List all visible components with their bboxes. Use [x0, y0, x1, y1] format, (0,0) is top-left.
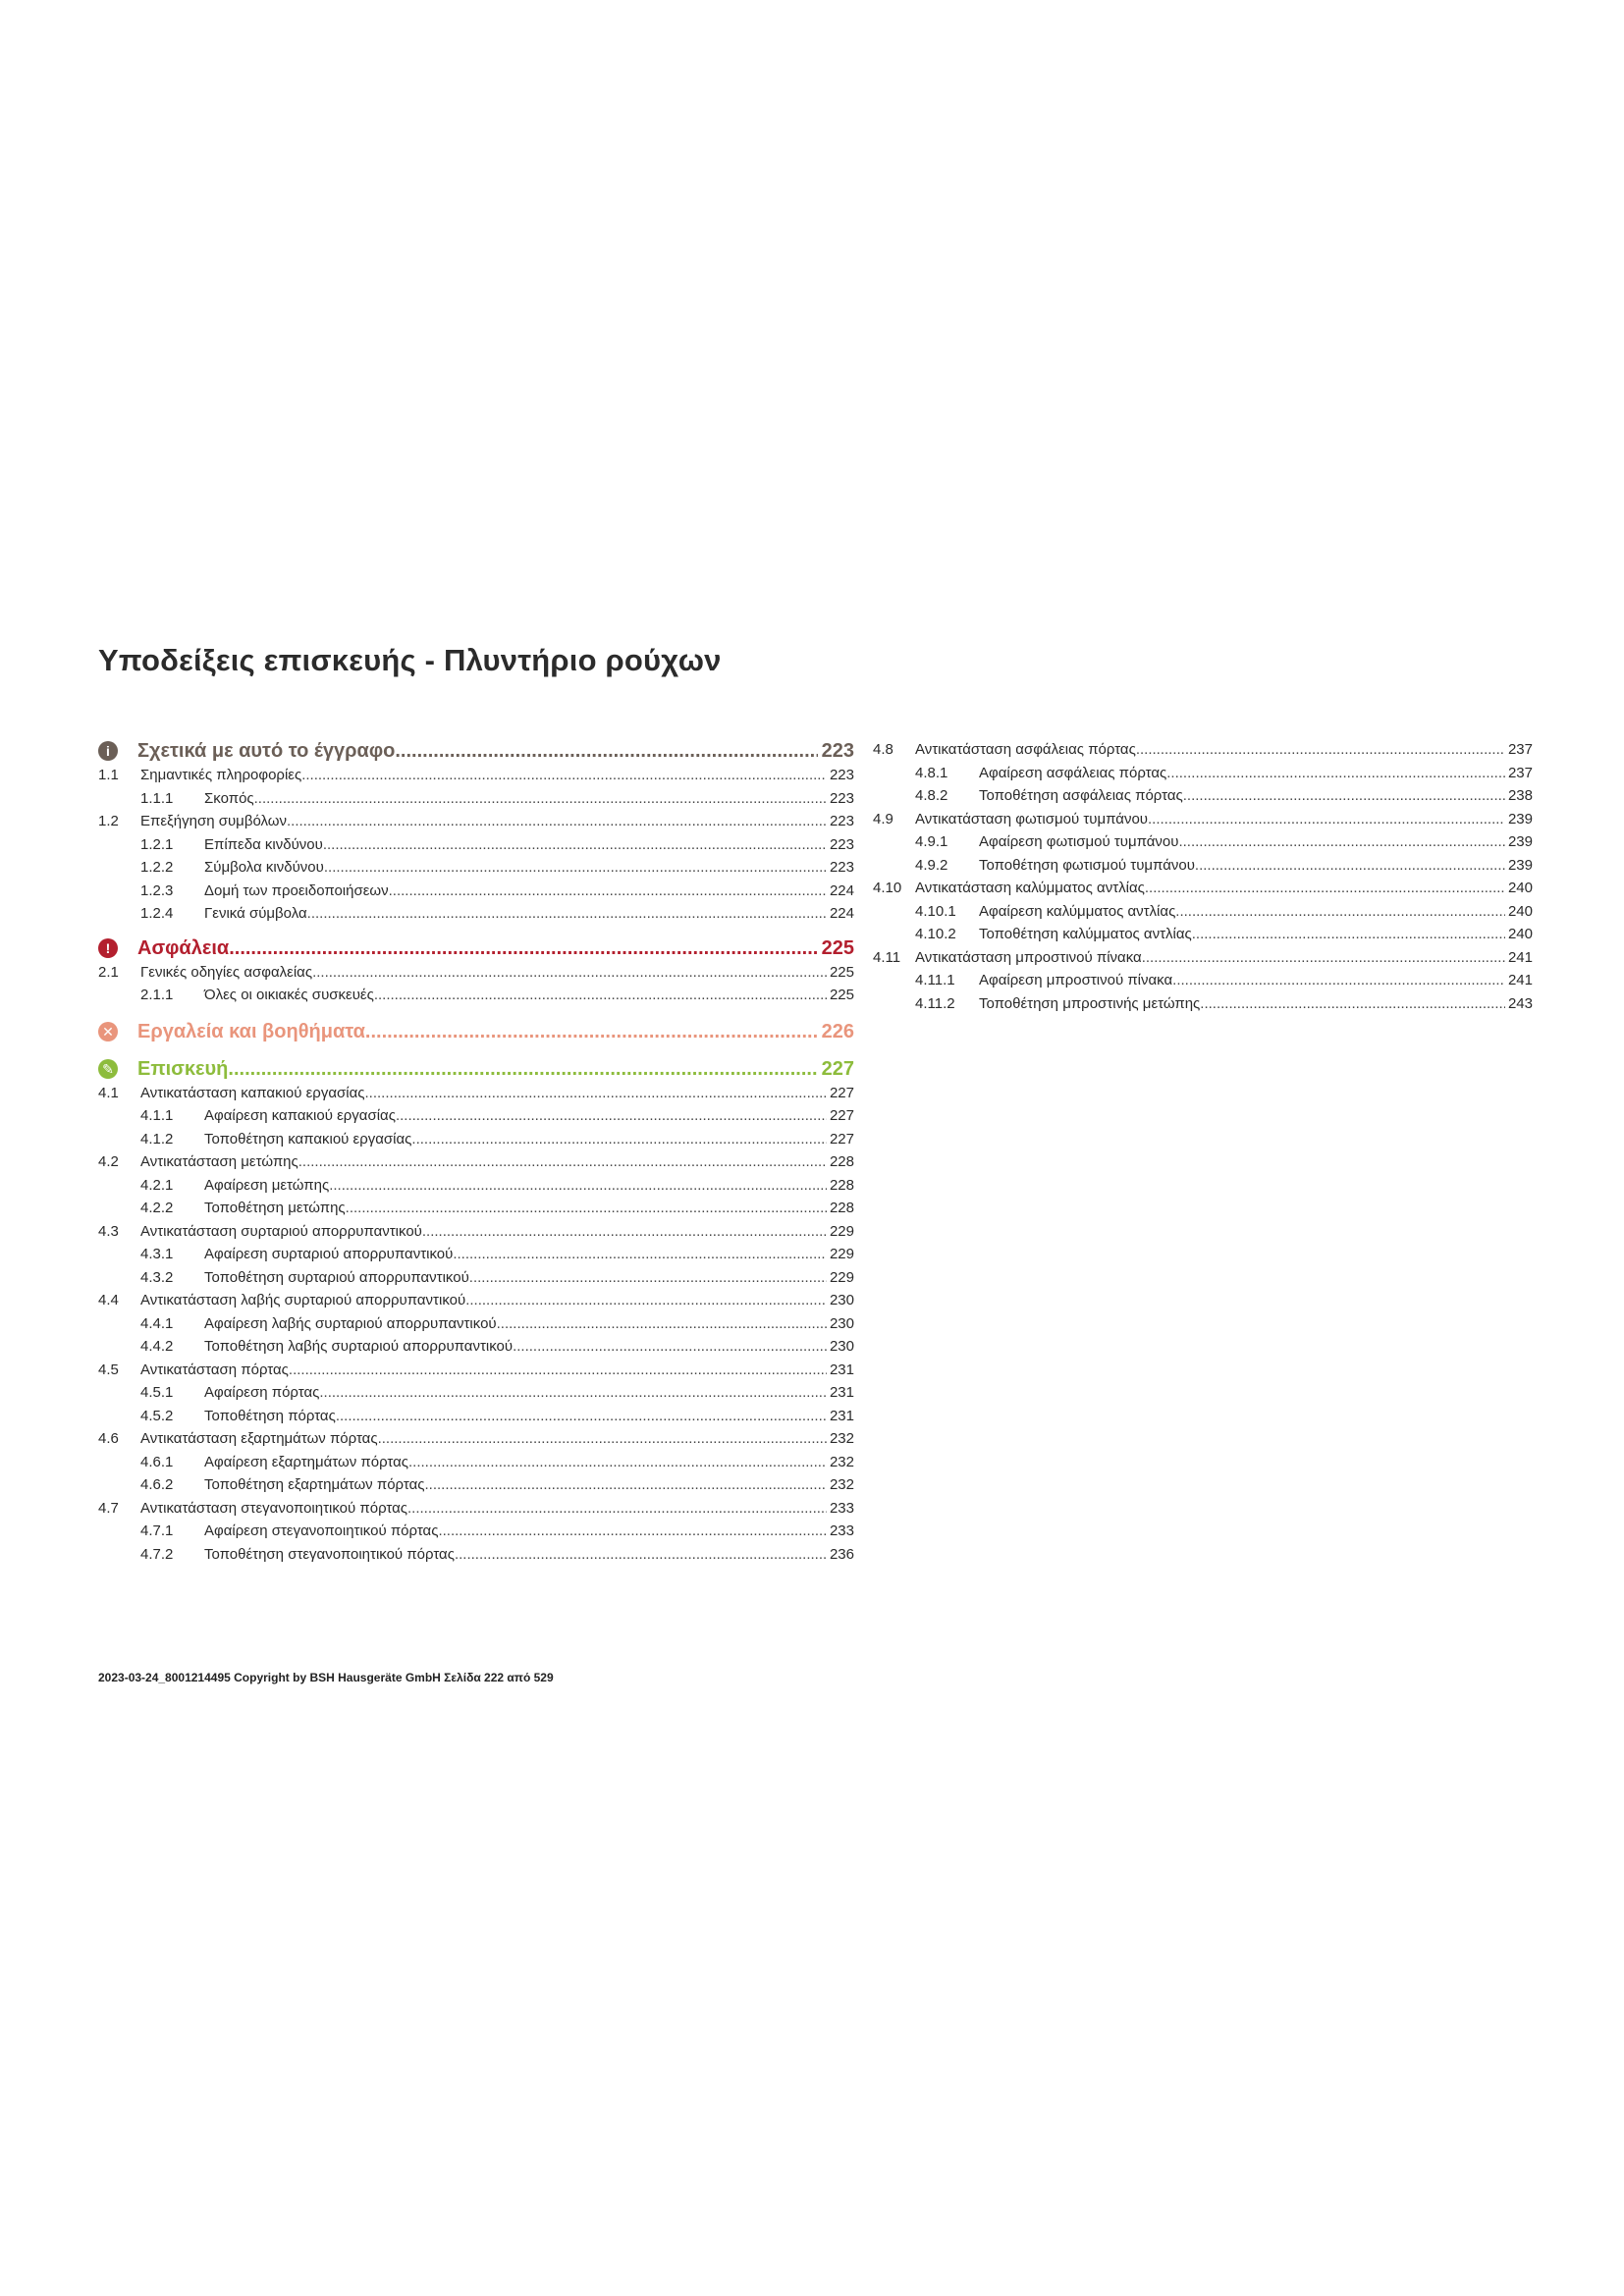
toc-leader-dots	[1200, 992, 1505, 1016]
toc-leader-dots	[453, 1243, 827, 1266]
toc-entry-page: 223	[829, 835, 854, 853]
toc-entry-page: 233	[829, 1499, 854, 1517]
toc-entry[interactable]	[98, 787, 854, 811]
toc-entry-page: 236	[829, 1545, 854, 1563]
toc-entry-label: Αφαίρεση συρταριού απορρυπαντικού	[204, 1246, 454, 1262]
toc-entry-page: 224	[829, 905, 854, 922]
toc-spacer	[98, 1007, 854, 1019]
toc-entry-number: 4.4.1	[140, 1314, 174, 1332]
toc-leader-dots	[1183, 784, 1505, 808]
toc-entry-page: 224	[829, 881, 854, 899]
toc-entry[interactable]	[98, 764, 854, 787]
toc-entry[interactable]	[98, 1312, 854, 1336]
toc-entry[interactable]	[98, 1405, 854, 1428]
toc-entry-label: Αντικατάσταση μπροστινού πίνακα	[915, 948, 1142, 966]
toc-entry[interactable]	[873, 969, 1533, 992]
toc-entry-number: 4.4.2	[140, 1338, 174, 1355]
toc-spacer	[98, 926, 854, 935]
toc-entry-number: 4.8	[873, 741, 893, 758]
toc-entry-number: 4.3.2	[140, 1268, 174, 1286]
toc-leader-dots	[365, 1082, 827, 1105]
toc-entry-label: Τοποθέτηση καπακιού εργασίας	[204, 1130, 412, 1148]
toc-entry-number: 4.10.1	[915, 902, 956, 920]
toc-leader-dots	[1192, 923, 1505, 946]
toc-entry[interactable]	[98, 961, 854, 985]
toc-entry-page: 238	[1507, 787, 1533, 804]
toc-entry[interactable]	[873, 992, 1533, 1016]
toc-entry-number: 4.1.2	[140, 1130, 174, 1148]
toc-entry-page: 229	[829, 1268, 854, 1286]
toc-entry-label: Αφαίρεση φωτισμού τυμπάνου	[979, 833, 1179, 850]
toc-entry-page: 231	[829, 1407, 854, 1424]
toc-entry-number: 4.11.1	[915, 972, 955, 988]
toc-entry-number: 1.1	[98, 767, 119, 783]
toc-entry-page: 223	[829, 859, 854, 876]
toc-entry-label: Αντικατάσταση καλύμματος αντλίας	[915, 880, 1145, 896]
toc-section-page: 225	[821, 936, 854, 959]
toc-entry-label: Όλες οι οικιακές συσκευές	[204, 987, 374, 1003]
toc-entry-number: 4.8.2	[915, 787, 948, 804]
toc-leader-dots	[422, 1220, 827, 1244]
toc-entry-number: 4.6.2	[140, 1476, 174, 1493]
toc-entry-page: 239	[1507, 856, 1533, 874]
toc-entry-label: Αφαίρεση μετώπης	[204, 1176, 330, 1194]
toc-leader-dots	[228, 1056, 817, 1082]
toc-entry[interactable]	[98, 1335, 854, 1359]
toc-entry[interactable]	[98, 902, 854, 926]
toc-entry-number: 4.7	[98, 1499, 119, 1517]
toc-entry-number: 4.7.2	[140, 1545, 174, 1563]
toc-entry[interactable]	[98, 1473, 854, 1497]
toc-entry-number: 1.1.1	[140, 789, 174, 807]
toc-entry-label: Αφαίρεση λαβής συρταριού απορρυπαντικού	[204, 1314, 497, 1332]
toc-entry-page: 227	[829, 1130, 854, 1148]
toc-leader-dots	[1172, 969, 1505, 992]
toc-leader-dots	[301, 764, 827, 787]
toc-leader-dots	[395, 738, 817, 764]
toc-leader-dots	[396, 1104, 827, 1128]
toc-entry-label: Τοποθέτηση πόρτας	[204, 1407, 336, 1424]
toc-entry[interactable]	[98, 1174, 854, 1198]
toc-entry-number: 2.1.1	[140, 987, 174, 1003]
toc-entry-label: Αντικατάσταση συρταριού απορρυπαντικού	[140, 1222, 422, 1240]
toc-entry-label: Σκοπός	[204, 789, 254, 807]
toc-entry-page: 241	[1507, 972, 1533, 988]
toc-entry[interactable]	[98, 1220, 854, 1244]
toc-entry-number: 4.4	[98, 1292, 119, 1308]
toc-entry-label: Αντικατάσταση λαβής συρταριού απορρυπαντικού	[140, 1292, 466, 1308]
toc-entry-page: 231	[829, 1361, 854, 1378]
toc-entry-number: 4.3	[98, 1222, 119, 1240]
toc-entry-label: Τοποθέτηση λαβής συρταριού απορρυπαντικού	[204, 1338, 514, 1355]
toc-entry-label: Τοποθέτηση μπροστινής μετώπης	[979, 994, 1201, 1012]
toc-section-label: Ασφάλεια	[137, 936, 230, 959]
toc-leader-dots	[365, 1019, 818, 1044]
repair-icon: ✎	[98, 1059, 118, 1079]
toc-entry-label: Αντικατάσταση πόρτας	[140, 1361, 289, 1378]
toc-entry-label: Αντικατάσταση καπακιού εργασίας	[140, 1084, 365, 1101]
toc-section-label: Σχετικά με αυτό το έγγραφο	[137, 740, 396, 762]
toc-entry[interactable]	[873, 738, 1533, 762]
toc-entry-number: 4.6.1	[140, 1453, 174, 1470]
toc-entry-number: 4.10	[873, 880, 902, 896]
toc-section-label: Επισκευή	[137, 1057, 229, 1080]
toc-entry-number: 4.11.2	[915, 994, 955, 1012]
toc-entry-number: 1.2	[98, 813, 119, 829]
toc-entry[interactable]	[98, 1497, 854, 1521]
toc-leader-dots	[1175, 900, 1505, 924]
toc-entry-page: 230	[829, 1292, 854, 1308]
toc-column-left	[98, 738, 854, 1566]
toc-entry[interactable]	[98, 810, 854, 833]
toc-entry-number: 4.3.1	[140, 1246, 174, 1262]
toc-entry-number: 4.10.2	[915, 926, 956, 942]
toc-entry-label: Αφαίρεση στεγανοποιητικού πόρτας	[204, 1522, 439, 1539]
toc-entry-number: 1.2.4	[140, 905, 174, 922]
toc-entry-number: 1.2.1	[140, 835, 174, 853]
toc-entry-page: 237	[1507, 764, 1533, 781]
toc-spacer	[98, 1044, 854, 1056]
toc-entry[interactable]	[98, 1359, 854, 1382]
toc-entry-label: Σημαντικές πληροφορίες	[140, 767, 302, 783]
toc-entry-page: 223	[829, 813, 854, 829]
toc-entry[interactable]	[98, 1150, 854, 1174]
toc-entry-label: Τοποθέτηση μετώπης	[204, 1200, 346, 1216]
toc-entry[interactable]	[873, 946, 1533, 970]
toc-entry-page: 229	[829, 1222, 854, 1240]
toc-leader-dots	[229, 935, 817, 961]
toc-entry-number: 4.2.1	[140, 1176, 174, 1194]
toc-entry[interactable]	[873, 854, 1533, 878]
toc-entry-label: Τοποθέτηση στεγανοποιητικού πόρτας	[204, 1545, 455, 1563]
toc-leader-dots	[455, 1543, 827, 1567]
toc-entry-label: Αφαίρεση ασφάλειας πόρτας	[979, 764, 1167, 781]
toc-entry-label: Αφαίρεση καλύμματος αντλίας	[979, 902, 1176, 920]
toc-leader-dots	[329, 1174, 827, 1198]
toc-entry[interactable]	[98, 856, 854, 880]
toc-column-right	[873, 738, 1533, 1015]
toc-leader-dots	[1195, 854, 1505, 878]
toc-entry-label: Αντικατάσταση φωτισμού τυμπάνου	[915, 810, 1148, 828]
toc-entry-label: Γενικές οδηγίες ασφαλείας	[140, 963, 313, 981]
toc-entry-number: 4.5.1	[140, 1384, 174, 1401]
toc-entry[interactable]	[98, 1543, 854, 1567]
toc-entry[interactable]	[98, 1381, 854, 1405]
toc-entry-label: Τοποθέτηση φωτισμού τυμπάνου	[979, 856, 1195, 874]
tools-icon: ✕	[98, 1022, 118, 1041]
toc-leader-dots	[407, 1497, 827, 1521]
toc-section-heading[interactable]	[98, 1056, 854, 1082]
toc-leader-dots	[411, 1128, 827, 1151]
toc-section-page: 227	[821, 1057, 854, 1080]
toc-entry-number: 4.2.2	[140, 1200, 174, 1216]
toc-leader-dots	[1148, 808, 1505, 831]
toc-entry-page: 223	[829, 767, 854, 783]
toc-entry-label: Αντικατάσταση ασφάλειας πόρτας	[915, 741, 1136, 758]
toc-entry-page: 231	[829, 1384, 854, 1401]
toc-entry-label: Αντικατάσταση στεγανοποιητικού πόρτας	[140, 1499, 408, 1517]
toc-entry-label: Αφαίρεση εξαρτημάτων πόρτας	[204, 1453, 409, 1470]
toc-entry-number: 4.5.2	[140, 1407, 174, 1424]
toc-entry-page: 232	[829, 1476, 854, 1493]
toc-leader-dots	[497, 1312, 827, 1336]
warning-icon: !	[98, 938, 118, 958]
toc-entry[interactable]	[98, 1104, 854, 1128]
toc-entry-number: 4.9.1	[915, 833, 948, 850]
toc-entry-page: 241	[1507, 948, 1533, 966]
toc-entry-page: 240	[1507, 926, 1533, 942]
toc-leader-dots	[319, 1381, 827, 1405]
toc-entry-page: 228	[829, 1200, 854, 1216]
toc-entry-number: 4.9.2	[915, 856, 948, 874]
toc-entry-page: 228	[829, 1153, 854, 1170]
toc-entry-label: Τοποθέτηση συρταριού απορρυπαντικού	[204, 1268, 469, 1286]
toc-leader-dots	[1145, 877, 1505, 900]
toc-entry-page: 232	[829, 1430, 854, 1447]
toc-leader-dots	[1142, 946, 1505, 970]
toc-entry[interactable]	[98, 1520, 854, 1543]
toc-entry[interactable]	[873, 808, 1533, 831]
toc-leader-dots	[336, 1405, 827, 1428]
toc-leader-dots	[346, 1197, 827, 1220]
toc-entry-label: Τοποθέτηση ασφάλειας πόρτας	[979, 787, 1183, 804]
toc-leader-dots	[465, 1289, 827, 1312]
toc-entry-page: 243	[1507, 994, 1533, 1012]
toc-entry-label: Γενικά σύμβολα	[204, 905, 307, 922]
toc-leader-dots	[254, 787, 827, 811]
toc-entry-page: 228	[829, 1176, 854, 1194]
toc-entry-label: Σύμβολα κινδύνου	[204, 859, 324, 876]
toc-section-heading[interactable]	[98, 1019, 854, 1044]
toc-leader-dots	[312, 961, 827, 985]
toc-entry-number: 4.8.1	[915, 764, 948, 781]
toc-entry-number: 4.11	[873, 948, 901, 966]
toc-leader-dots	[307, 902, 827, 926]
toc-entry-number: 4.7.1	[140, 1522, 174, 1539]
toc-entry-number: 1.2.2	[140, 859, 174, 876]
toc-entry[interactable]	[873, 877, 1533, 900]
toc-entry[interactable]	[98, 1451, 854, 1474]
toc-entry-label: Αφαίρεση πόρτας	[204, 1384, 320, 1401]
toc-leader-dots	[298, 1150, 827, 1174]
toc-entry-page: 233	[829, 1522, 854, 1539]
toc-entry-page: 225	[829, 963, 854, 981]
toc-entry-page: 240	[1507, 902, 1533, 920]
info-icon: i	[98, 741, 118, 761]
toc-entry[interactable]	[873, 762, 1533, 785]
toc-entry-page: 239	[1507, 833, 1533, 850]
toc-entry-page: 229	[829, 1246, 854, 1262]
toc-entry-label: Αντικατάσταση εξαρτημάτων πόρτας	[140, 1430, 378, 1447]
page-title: Υποδείξεις επισκευής - Πλυντήριο ρούχων	[98, 643, 722, 677]
toc-leader-dots	[1136, 738, 1505, 762]
toc-entry-label: Αφαίρεση καπακιού εργασίας	[204, 1107, 396, 1124]
toc-entry[interactable]	[873, 900, 1533, 924]
toc-entry-number: 4.9	[873, 810, 893, 828]
toc-entry[interactable]	[873, 830, 1533, 854]
toc-entry-page: 230	[829, 1338, 854, 1355]
toc-entry[interactable]	[98, 1082, 854, 1105]
toc-leader-dots	[287, 810, 827, 833]
toc-leader-dots	[1178, 830, 1505, 854]
toc-entry-number: 2.1	[98, 963, 119, 981]
toc-entry-label: Τοποθέτηση εξαρτημάτων πόρτας	[204, 1476, 425, 1493]
toc-entry[interactable]	[98, 1266, 854, 1290]
toc-entry-page: 225	[829, 987, 854, 1003]
toc-leader-dots	[324, 856, 827, 880]
toc-entry-page: 239	[1507, 810, 1533, 828]
toc-leader-dots	[438, 1520, 827, 1543]
toc-leader-dots	[378, 1427, 827, 1451]
toc-entry-page: 227	[829, 1084, 854, 1101]
toc-entry-page: 237	[1507, 741, 1533, 758]
toc-section-label: Εργαλεία και βοηθήματα	[137, 1020, 365, 1042]
toc-leader-dots	[374, 984, 827, 1007]
toc-section-page: 223	[821, 740, 854, 762]
toc-entry-number: 4.5	[98, 1361, 119, 1378]
toc-leader-dots	[424, 1473, 826, 1497]
page-footer: 2023-03-24_8001214495 Copyright by BSH Hausgeräte GmbH Σελίδα 222 από 529	[98, 1671, 554, 1684]
toc-leader-dots	[408, 1451, 827, 1474]
toc-leader-dots	[1166, 762, 1505, 785]
toc-entry-page: 230	[829, 1314, 854, 1332]
toc-entry-label: Αντικατάσταση μετώπης	[140, 1153, 298, 1170]
toc-leader-dots	[469, 1266, 827, 1290]
toc-entry-label: Αφαίρεση μπροστινού πίνακα	[979, 972, 1173, 988]
toc-section-page: 226	[821, 1020, 854, 1042]
toc-entry[interactable]	[98, 1243, 854, 1266]
toc-leader-dots	[323, 833, 827, 857]
toc-entry-number: 4.6	[98, 1430, 119, 1447]
toc-entry[interactable]	[98, 880, 854, 903]
toc-entry[interactable]	[98, 1427, 854, 1451]
toc-entry-label: Τοποθέτηση καλύμματος αντλίας	[979, 926, 1192, 942]
toc-entry[interactable]	[98, 1289, 854, 1312]
toc-entry-number: 4.2	[98, 1153, 119, 1170]
toc-entry[interactable]	[98, 1128, 854, 1151]
toc-entry-page: 232	[829, 1453, 854, 1470]
toc-entry-number: 4.1.1	[140, 1107, 174, 1124]
toc-entry-page: 227	[829, 1107, 854, 1124]
toc-entry-page: 240	[1507, 880, 1533, 896]
toc-entry-page: 223	[829, 789, 854, 807]
toc-section-heading[interactable]	[98, 738, 854, 764]
toc-entry-label: Επίπεδα κινδύνου	[204, 835, 323, 853]
toc-leader-dots	[389, 880, 827, 903]
toc-entry-label: Επεξήγηση συμβόλων	[140, 813, 287, 829]
toc-entry[interactable]	[873, 923, 1533, 946]
toc-entry-number: 4.1	[98, 1084, 119, 1101]
toc-entry[interactable]	[873, 784, 1533, 808]
toc-entry[interactable]	[98, 1197, 854, 1220]
toc-leader-dots	[513, 1335, 827, 1359]
toc-leader-dots	[289, 1359, 827, 1382]
toc-entry[interactable]	[98, 833, 854, 857]
toc-entry-label: Δομή των προειδοποιήσεων	[204, 881, 389, 899]
toc-entry[interactable]	[98, 984, 854, 1007]
toc-section-heading[interactable]	[98, 935, 854, 961]
toc-entry-number: 1.2.3	[140, 881, 174, 899]
